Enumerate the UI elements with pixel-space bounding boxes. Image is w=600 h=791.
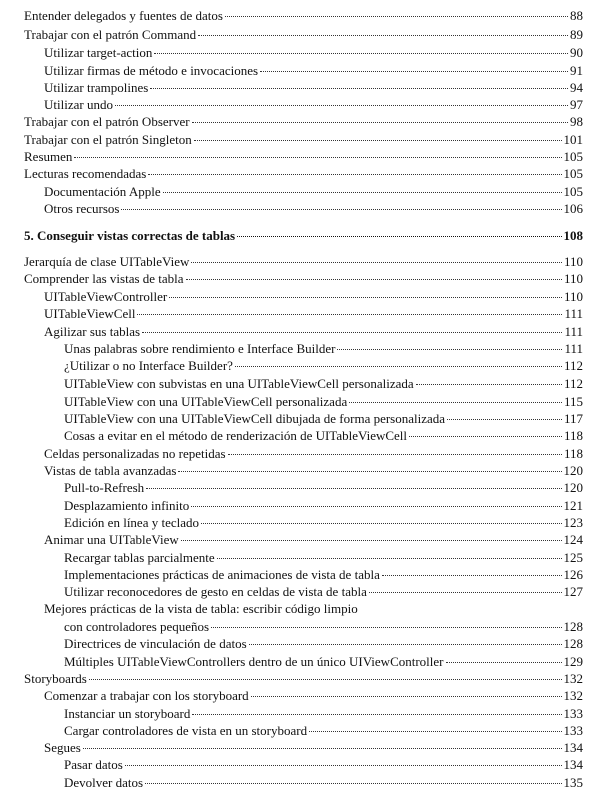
toc-entry-title: Edición en línea y teclado bbox=[64, 515, 200, 530]
dot-leader bbox=[225, 16, 568, 17]
toc-entry bbox=[24, 253, 583, 270]
toc-entry bbox=[64, 583, 583, 600]
dot-leader bbox=[217, 558, 562, 559]
toc-page-number: 90 bbox=[570, 45, 583, 60]
dot-leader bbox=[192, 122, 568, 123]
toc-entry bbox=[44, 200, 583, 217]
toc-page-number: 111 bbox=[564, 324, 583, 339]
dot-leader bbox=[446, 662, 562, 663]
toc-entry bbox=[64, 653, 583, 670]
toc-entry-title: Devolver datos bbox=[64, 775, 144, 790]
toc-entry bbox=[64, 479, 583, 496]
toc-entry-title: Recargar tablas parcialmente bbox=[64, 550, 215, 565]
toc-entry-title: Comprender las vistas de tabla bbox=[24, 271, 184, 286]
toc-page-number: 123 bbox=[563, 515, 583, 530]
dot-leader bbox=[211, 627, 561, 628]
dot-leader bbox=[191, 506, 561, 507]
toc-entry bbox=[64, 393, 583, 410]
toc-entry bbox=[24, 270, 583, 287]
toc-entry bbox=[44, 96, 583, 113]
toc-page-number: 91 bbox=[570, 63, 583, 78]
toc-entry-title: UITableView con subvistas en una UITableViewCell personalizada bbox=[64, 376, 414, 391]
toc-page-number: 129 bbox=[563, 654, 583, 669]
toc-entry-title: Entender delegados y fuentes de datos bbox=[24, 8, 223, 23]
toc-page-number: 132 bbox=[563, 688, 583, 703]
toc-page-number: 97 bbox=[570, 97, 583, 112]
toc-entry-title: Otros recursos bbox=[44, 201, 120, 216]
toc-entry bbox=[64, 375, 583, 392]
toc-entry bbox=[24, 113, 583, 130]
toc-page-number: 111 bbox=[564, 341, 583, 356]
toc-entry bbox=[44, 323, 583, 340]
dot-leader bbox=[201, 523, 561, 524]
toc-entry bbox=[44, 531, 583, 548]
toc-entry-title: Animar una UITableView bbox=[44, 532, 179, 547]
toc-page-number: 134 bbox=[563, 757, 583, 772]
toc-entry-title: Utilizar target-action bbox=[44, 45, 153, 60]
dot-leader bbox=[163, 192, 562, 193]
dot-leader bbox=[382, 575, 562, 576]
toc-entry-title: Resumen bbox=[24, 149, 73, 164]
toc-entry-title: Unas palabras sobre rendimiento e Interface Builder bbox=[64, 341, 336, 356]
dot-leader bbox=[142, 332, 562, 333]
toc-entry bbox=[24, 7, 583, 24]
toc-entry bbox=[24, 165, 583, 182]
toc-entry bbox=[64, 514, 583, 531]
toc-entry-title: Pasar datos bbox=[64, 757, 123, 772]
toc-entry-title: Utilizar reconocedores de gesto en celdas de vista de tabla bbox=[64, 584, 367, 599]
toc-entry-title: Mejores prácticas de la vista de tabla: escribir código limpio bbox=[44, 601, 358, 616]
toc-entry-title: Utilizar trampolines bbox=[44, 80, 149, 95]
dot-leader bbox=[198, 35, 568, 36]
toc-entry bbox=[44, 62, 583, 79]
toc-entry-title: Storyboards bbox=[24, 671, 87, 686]
dot-leader bbox=[249, 644, 562, 645]
toc-entry bbox=[64, 549, 583, 566]
toc-entry-title: Desplazamiento infinito bbox=[64, 498, 190, 513]
toc-page-number: 128 bbox=[563, 636, 583, 651]
toc-page-number: 128 bbox=[563, 619, 583, 634]
dot-leader bbox=[186, 279, 562, 280]
toc-entry-title: Comenzar a trabajar con los storyboard bbox=[44, 688, 249, 703]
dot-leader bbox=[237, 236, 561, 237]
toc-page-number: 118 bbox=[563, 428, 583, 443]
dot-leader bbox=[192, 714, 561, 715]
toc-entry bbox=[44, 600, 583, 617]
dot-leader bbox=[125, 765, 562, 766]
toc-entry bbox=[64, 566, 583, 583]
toc-entry-title: UITableViewCell bbox=[44, 306, 136, 321]
toc-page-number: 124 bbox=[563, 532, 583, 547]
toc-page-number: 120 bbox=[563, 463, 583, 478]
toc-entry bbox=[44, 79, 583, 96]
dot-leader bbox=[369, 592, 562, 593]
toc-entry-title: Pull-to-Refresh bbox=[64, 480, 145, 495]
dot-leader bbox=[74, 157, 561, 158]
toc-page-number: 127 bbox=[563, 584, 583, 599]
toc-page-number: 112 bbox=[563, 376, 583, 391]
toc-entry bbox=[64, 635, 583, 652]
toc-page-number: 108 bbox=[563, 228, 583, 243]
dot-leader bbox=[148, 174, 561, 175]
toc-entry bbox=[44, 739, 583, 756]
toc-entry bbox=[64, 774, 583, 791]
dot-leader bbox=[191, 262, 562, 263]
toc-entry-title: 5. Conseguir vistas correctas de tablas bbox=[24, 228, 236, 243]
toc-page-number: 110 bbox=[563, 289, 583, 304]
toc-page-number: 110 bbox=[563, 271, 583, 286]
dot-leader bbox=[447, 419, 562, 420]
toc-entry bbox=[44, 462, 583, 479]
dot-leader bbox=[121, 209, 561, 210]
toc-chapter-heading bbox=[24, 227, 583, 244]
toc-entry bbox=[44, 687, 583, 704]
toc-entry bbox=[24, 26, 583, 43]
toc-entry-title: Jerarquía de clase UITableView bbox=[24, 254, 190, 269]
toc-entry-title: Trabajar con el patrón Singleton bbox=[24, 132, 192, 147]
toc-entry bbox=[64, 410, 583, 427]
dot-leader bbox=[115, 105, 568, 106]
toc-page-number: 120 bbox=[563, 480, 583, 495]
toc-page-number: 105 bbox=[563, 166, 583, 181]
toc-entry-title: Implementaciones prácticas de animaciones de vista de tabla bbox=[64, 567, 380, 582]
dot-leader bbox=[194, 140, 562, 141]
toc-entry bbox=[24, 148, 583, 165]
toc-entry-title: Utilizar firmas de método e invocaciones bbox=[44, 63, 259, 78]
toc-entry-title: Instanciar un storyboard bbox=[64, 706, 191, 721]
toc-entry bbox=[64, 722, 583, 739]
toc-entry-title: Cosas a evitar en el método de renderización de UITableViewCell bbox=[64, 428, 408, 443]
toc-page-number: 132 bbox=[563, 671, 583, 686]
toc-page-number: 133 bbox=[563, 706, 583, 721]
toc-entry bbox=[64, 497, 583, 514]
toc-entry-title: con controladores pequeños bbox=[64, 619, 210, 634]
toc-entry-title: Cargar controladores de vista en un storyboard bbox=[64, 723, 308, 738]
dot-leader bbox=[416, 384, 562, 385]
toc-entry bbox=[44, 288, 583, 305]
toc-page-number: 112 bbox=[563, 358, 583, 373]
toc-entry-title: UITableView con una UITableViewCell personalizada bbox=[64, 394, 348, 409]
dot-leader bbox=[235, 366, 562, 367]
toc-entry bbox=[64, 618, 583, 635]
toc-page-number: 134 bbox=[563, 740, 583, 755]
toc-entry bbox=[64, 357, 583, 374]
toc-entry-title: Utilizar undo bbox=[44, 97, 113, 112]
toc-entry-title: Trabajar con el patrón Command bbox=[24, 27, 197, 42]
toc-page-number: 117 bbox=[563, 411, 583, 426]
toc-entry-title: Agilizar sus tablas bbox=[44, 324, 141, 339]
toc-page-number: 126 bbox=[563, 567, 583, 582]
toc-page-number: 106 bbox=[563, 201, 583, 216]
dot-leader bbox=[146, 488, 561, 489]
toc-entry-title: Documentación Apple bbox=[44, 184, 161, 199]
toc-entry bbox=[64, 427, 583, 444]
dot-leader bbox=[181, 540, 562, 541]
toc-page-number: 133 bbox=[563, 723, 583, 738]
toc-page-number: 121 bbox=[563, 498, 583, 513]
dot-leader bbox=[337, 349, 562, 350]
dot-leader bbox=[169, 297, 562, 298]
dot-leader bbox=[228, 454, 562, 455]
dot-leader bbox=[309, 731, 561, 732]
dot-leader bbox=[145, 783, 561, 784]
toc-entry-title: Vistas de tabla avanzadas bbox=[44, 463, 177, 478]
toc-entry-title: Celdas personalizadas no repetidas bbox=[44, 446, 226, 461]
toc-page-number: 118 bbox=[563, 446, 583, 461]
toc-page-number: 111 bbox=[564, 306, 583, 321]
toc-entry bbox=[24, 670, 583, 687]
dot-leader bbox=[409, 436, 562, 437]
toc-entry-title: Múltiples UITableViewControllers dentro de un único UIViewController bbox=[64, 654, 444, 669]
toc-entry-title: Lecturas recomendadas bbox=[24, 166, 147, 181]
dot-leader bbox=[260, 71, 568, 72]
toc-page-number: 94 bbox=[570, 80, 583, 95]
toc-page-number: 98 bbox=[570, 114, 583, 129]
dot-leader bbox=[349, 402, 562, 403]
toc-page-number: 88 bbox=[570, 8, 583, 23]
toc-page-number: 135 bbox=[563, 775, 583, 790]
toc-page-number: 125 bbox=[563, 550, 583, 565]
toc-page-number: 105 bbox=[563, 184, 583, 199]
toc-entry-title: Trabajar con el patrón Observer bbox=[24, 114, 190, 129]
toc-entry-title: UITableViewController bbox=[44, 289, 168, 304]
toc-entry-title: ¿Utilizar o no Interface Builder? bbox=[64, 358, 233, 373]
toc-entry-title: Segues bbox=[44, 740, 81, 755]
dot-leader bbox=[89, 679, 562, 680]
toc-entry-title: UITableView con una UITableViewCell dibujada de forma personalizada bbox=[64, 411, 446, 426]
toc-entry bbox=[24, 131, 583, 148]
toc-page-number: 89 bbox=[570, 27, 583, 42]
toc-entry bbox=[64, 756, 583, 773]
dot-leader bbox=[251, 696, 562, 697]
toc-entry bbox=[44, 305, 583, 322]
dot-leader bbox=[150, 88, 568, 89]
toc-page-number: 115 bbox=[563, 394, 583, 409]
dot-leader bbox=[154, 53, 568, 54]
toc-entry-title: Directrices de vinculación de datos bbox=[64, 636, 247, 651]
toc-entry bbox=[44, 445, 583, 462]
toc-entry bbox=[44, 44, 583, 61]
toc-entry bbox=[64, 705, 583, 722]
dot-leader bbox=[178, 471, 561, 472]
toc-page-number: 105 bbox=[563, 149, 583, 164]
toc-entry bbox=[44, 183, 583, 200]
toc-page-number: 101 bbox=[563, 132, 583, 147]
dot-leader bbox=[83, 748, 562, 749]
toc-page-number: 110 bbox=[563, 254, 583, 269]
dot-leader bbox=[137, 314, 562, 315]
toc-entry bbox=[64, 340, 583, 357]
